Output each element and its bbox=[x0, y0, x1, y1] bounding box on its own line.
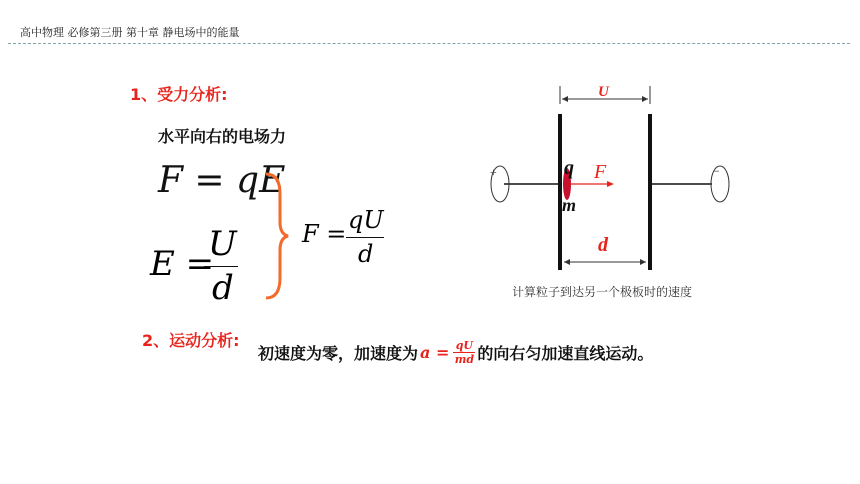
accel-denominator: md bbox=[454, 352, 475, 366]
formula-f2-lhs: F = bbox=[302, 220, 347, 248]
label-d: d bbox=[598, 234, 608, 256]
section2-text-after: 的向右匀加速直线运动。 bbox=[477, 343, 654, 363]
formula-f2-denominator: d bbox=[358, 240, 374, 268]
u-arrow-right-head bbox=[642, 96, 648, 102]
formula-f2-fraction-bar bbox=[346, 237, 384, 238]
d-arrow-right-head bbox=[640, 259, 646, 265]
minus-sign: − bbox=[713, 164, 720, 178]
formula-e-fraction-bar bbox=[204, 266, 238, 267]
section2-heading: 2、运动分析: bbox=[142, 331, 240, 350]
accel-lhs: a = bbox=[420, 342, 450, 362]
formula-e-numerator: U bbox=[208, 224, 237, 264]
accel-fraction bbox=[453, 339, 475, 366]
plus-sign: + bbox=[490, 165, 497, 179]
force-arrow-head bbox=[607, 181, 614, 187]
formula-f-qe: F = qE bbox=[158, 160, 286, 201]
label-q: q bbox=[564, 157, 574, 179]
header-title: 高中物理 必修第三册 第十章 静电场中的能量 bbox=[20, 26, 240, 39]
u-arrow-left-head bbox=[562, 96, 568, 102]
header-divider bbox=[8, 43, 850, 44]
capacitor-diagram bbox=[480, 80, 740, 280]
formula-e-denominator: d bbox=[212, 268, 234, 308]
section1-subtext: 水平向右的电场力 bbox=[158, 127, 287, 146]
label-f: F bbox=[594, 161, 607, 183]
left-plate bbox=[558, 114, 562, 270]
label-u: U bbox=[598, 84, 609, 100]
section1-heading: 1、受力分析: bbox=[130, 85, 228, 104]
formula-f2-numerator: qU bbox=[348, 206, 384, 234]
formula-e-lhs: E = bbox=[150, 244, 215, 284]
brace-icon bbox=[262, 170, 290, 302]
right-plate bbox=[648, 114, 652, 270]
section2-sentence bbox=[258, 332, 653, 372]
diagram-caption: 计算粒子到达另一个极板时的速度 bbox=[512, 285, 693, 299]
accel-numerator: qU bbox=[455, 338, 473, 352]
d-arrow-left-head bbox=[564, 259, 570, 265]
section2-text-before: 初速度为零，加速度为 bbox=[258, 343, 419, 363]
label-m: m bbox=[562, 195, 577, 215]
